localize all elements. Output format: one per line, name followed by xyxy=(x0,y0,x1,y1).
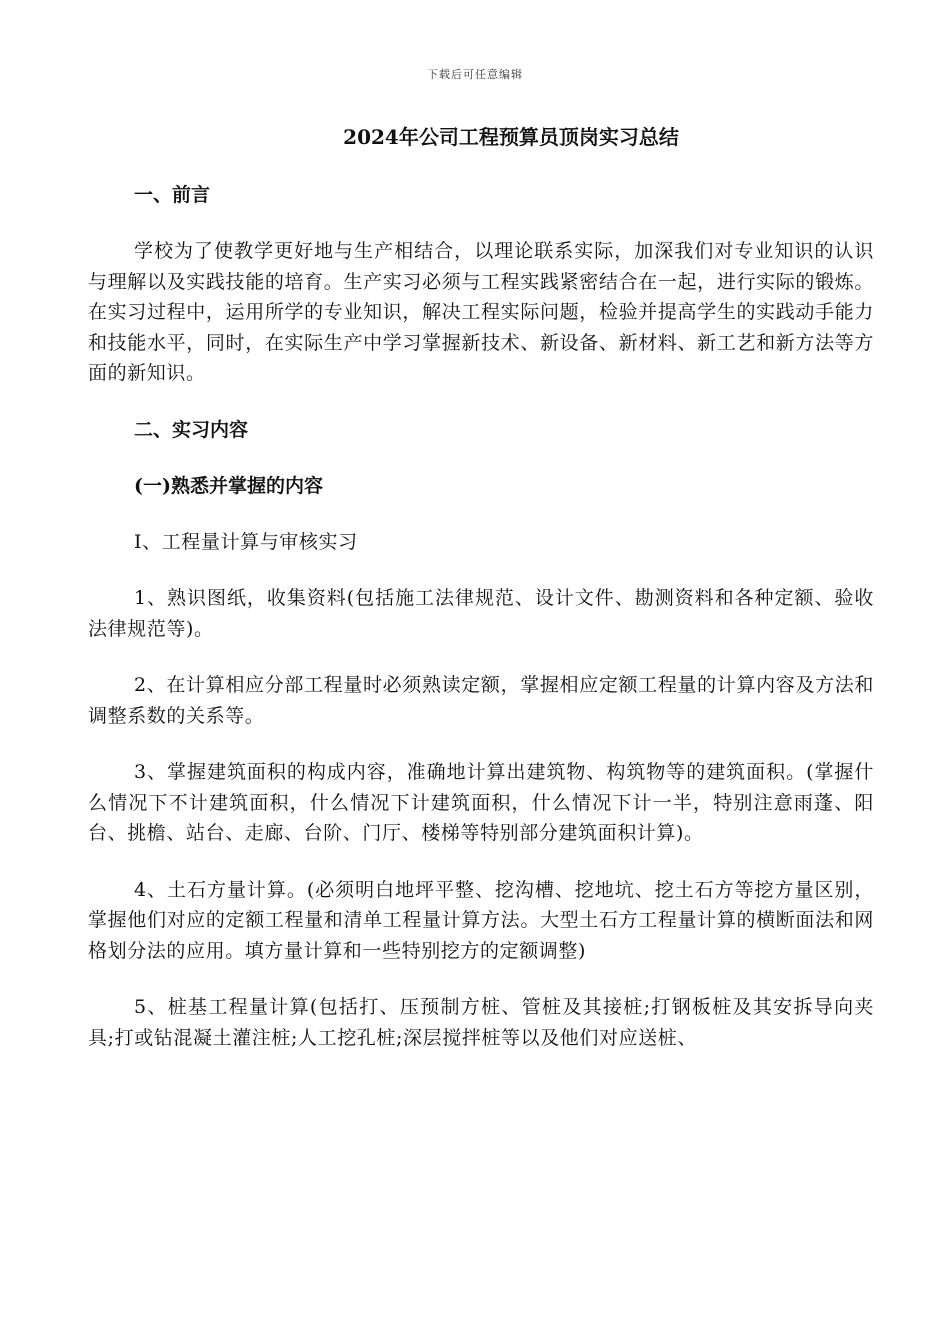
list-item-2: 2、在计算相应分部工程量时必须熟读定额，掌握相应定额工程量的计算内容及方法和调整系数的关系等。 xyxy=(88,674,874,727)
preface-paragraph: 学校为了使教学更好地与生产相结合，以理论联系实际，加深我们对专业知识的认识与理解以及实践技能的培育。生产实习必须与工程实践紧密结合在一起，进行实际的锻炼。在实习过程中，运用所学的专业知识，解决工程实际问题，检验并提高学生的实践动手能力和技能水平，同时，在实际生产中学习掌握新技术、新设备、新材料、新工艺和新方法等方面的新知识。 xyxy=(88,240,874,384)
list-item-5: 5、桩基工程量计算(包括打、压预制方桩、管桩及其接桩;打钢板桩及其安拆导向夹具;打或钻混凝土灌注桩;人工挖孔桩;深层搅拌桩等以及他们对应送桩、 xyxy=(88,996,874,1049)
list-item-4: 4、土石方量计算。(必须明白地坪平整、挖沟槽、挖地坑、挖土石方等挖方量区别，掌握他们对应的定额工程量和清单工程量计算方法。大型土石方工程量计算的横断面法和网格划分法的应用。填方量计算和一些特别挖方的定额调整) xyxy=(88,878,874,962)
document-body xyxy=(88,122,874,1053)
document-title: 2024年公司工程预算员顶岗实习总结 xyxy=(343,125,679,149)
item-title: I、工程量计算与审核实习 xyxy=(134,530,358,553)
header-note: 下载后可任意编辑 xyxy=(427,68,523,81)
list-item-1: 1、熟识图纸，收集资料(包括施工法律规范、设计文件、勘测资料和各种定额、验收法律规范等)。 xyxy=(88,587,874,640)
section-heading-content: 二、实习内容 xyxy=(134,418,249,441)
subsection-heading: (一)熟悉并掌握的内容 xyxy=(134,474,323,497)
list-item-3: 3、掌握建筑面积的构成内容，准确地计算出建筑物、构筑物等的建筑面积。(掌握什么情况下不计建筑面积，什么情况下计建筑面积，什么情况下计一半，特别注意雨蓬、阳台、挑檐、站台、走廊、台阶、门厅、楼梯等特别部分建筑面积计算)。 xyxy=(88,761,874,844)
section-heading-preface: 一、前言 xyxy=(134,184,211,206)
